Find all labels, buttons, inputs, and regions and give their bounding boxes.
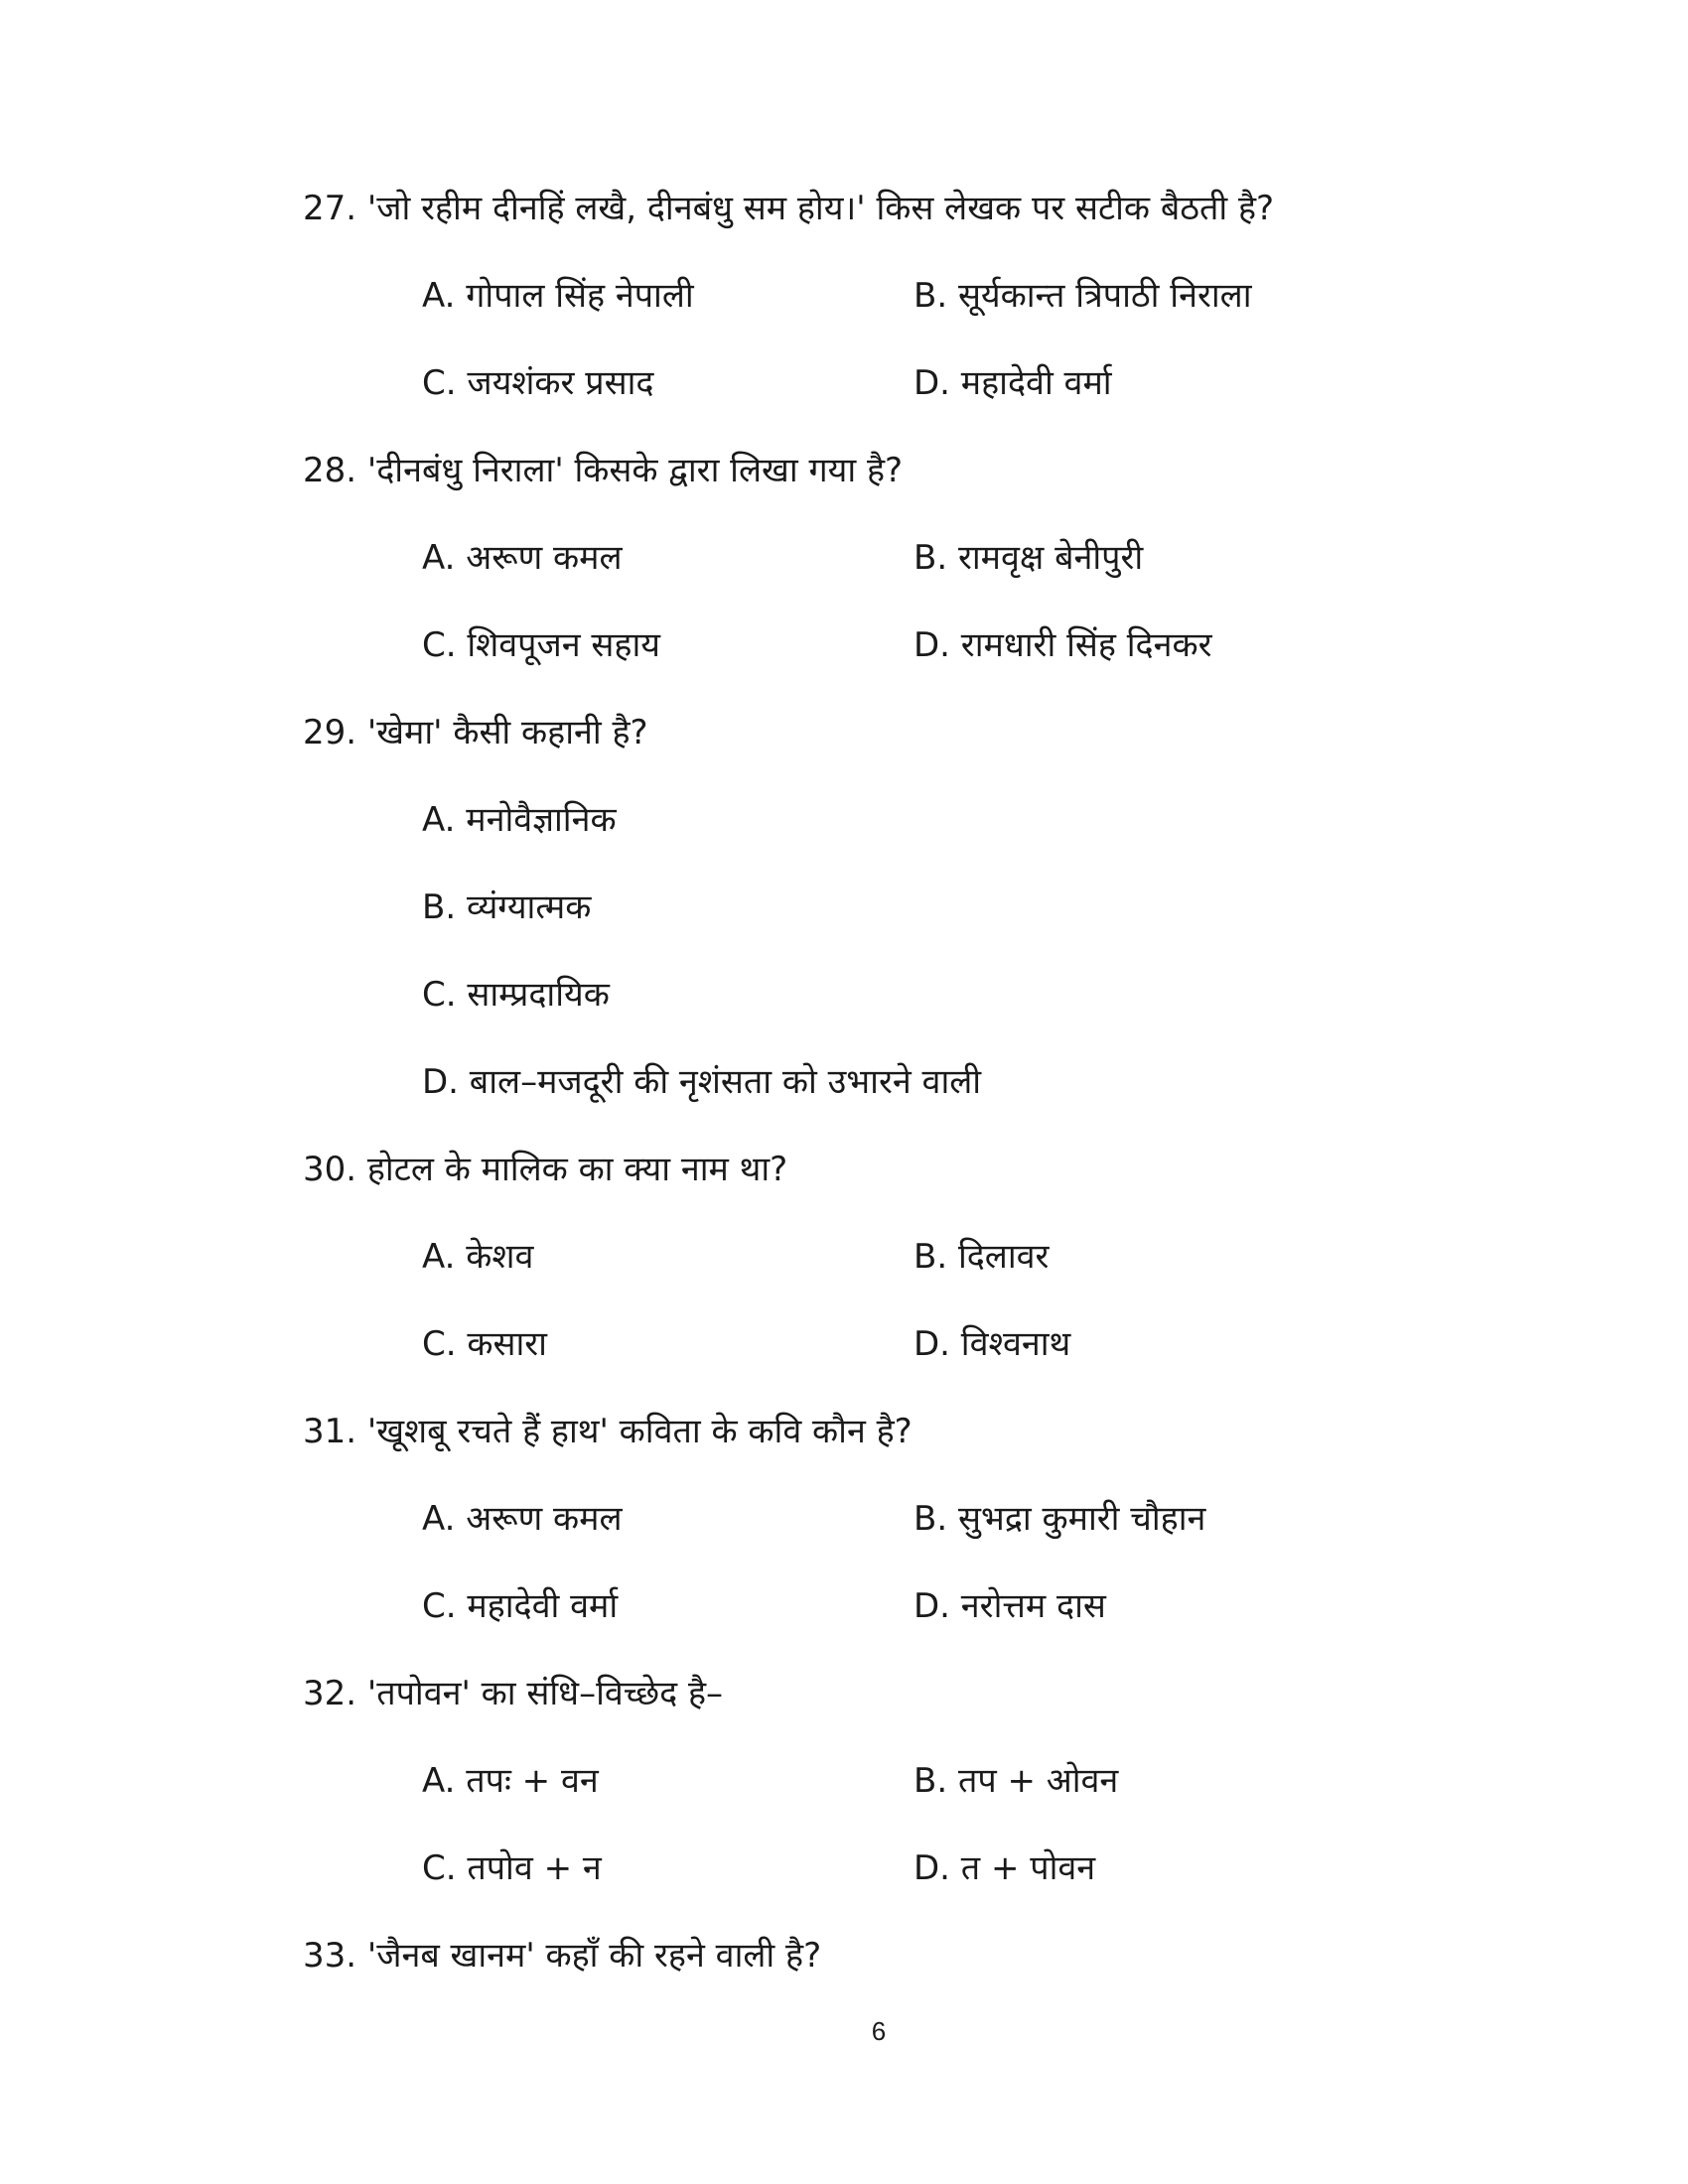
q27-option-d: D. महादेवी वर्मा: [914, 363, 1112, 403]
q31-option-d: D. नरोत्तम दास: [914, 1586, 1106, 1626]
q31-option-c: C. महादेवी वर्मा: [422, 1586, 619, 1626]
q31-option-b: B. सुभद्रा कुमारी चौहान: [914, 1499, 1206, 1539]
q28-option-a: A. अरूण कमल: [422, 538, 623, 578]
question-30: 30. होटल के मालिक का क्या नाम था?: [303, 1150, 788, 1189]
q32-option-b: B. तप + ओवन: [914, 1761, 1119, 1801]
q32-option-a: A. तपः + वन: [422, 1761, 599, 1801]
q32-option-d: D. त + पोवन: [914, 1848, 1096, 1888]
q27-option-c: C. जयशंकर प्रसाद: [422, 363, 654, 403]
question-28: 28. 'दीनबंधु निराला' किसके द्वारा लिखा गया है?: [303, 451, 904, 490]
question-27: 27. 'जो रहीम दीनहिं लखै, दीनबंधु सम होय।' किस लेखक पर सटीक बैठती है?: [303, 189, 1275, 228]
question-29: 29. 'खेमा' कैसी कहानी है?: [303, 713, 648, 752]
q28-option-b: B. रामवृक्ष बेनीपुरी: [914, 538, 1144, 578]
q29-option-b: B. व्यंग्यात्मक: [422, 887, 592, 927]
q30-option-c: C. कसारा: [422, 1324, 547, 1364]
q27-option-b: B. सूर्यकान्त त्रिपाठी निराला: [914, 276, 1252, 316]
question-31: 31. 'खूशबू रचते हैं हाथ' कविता के कवि कौन है?: [303, 1412, 913, 1451]
q30-option-a: A. केशव: [422, 1237, 534, 1277]
q30-option-b: B. दिलावर: [914, 1237, 1050, 1277]
q27-option-a: A. गोपाल सिंह नेपाली: [422, 276, 694, 316]
q29-option-c: C. साम्प्रदायिक: [422, 975, 610, 1015]
q29-option-a: A. मनोवैज्ञानिक: [422, 800, 617, 840]
q28-option-d: D. रामधारी सिंह दिनकर: [914, 625, 1212, 665]
q30-option-d: D. विश्वनाथ: [914, 1324, 1071, 1364]
question-32: 32. 'तपोवन' का संधि–विच्छेद है–: [303, 1674, 724, 1713]
q29-option-d: D. बाल–मजदूरी की नृशंसता को उभारने वाली: [422, 1062, 982, 1102]
q28-option-c: C. शिवपूजन सहाय: [422, 625, 660, 665]
q31-option-a: A. अरूण कमल: [422, 1499, 623, 1539]
q32-option-c: C. तपोव + न: [422, 1848, 602, 1888]
page-number: 6: [871, 2016, 887, 2046]
question-33: 33. 'जैनब खानम' कहाँ की रहने वाली है?: [303, 1936, 822, 1976]
